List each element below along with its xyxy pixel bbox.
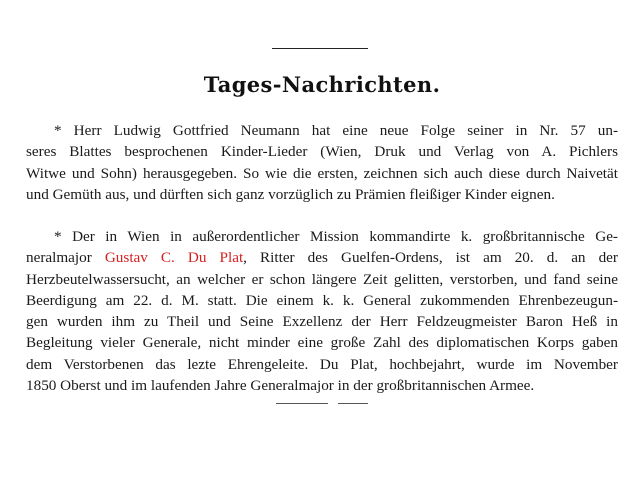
text-line: 1850 Oberst und im laufenden Jahre Generalmajor in der großbritannischen Armee. (26, 377, 535, 395)
text-line: Witwe und Sohn) herausgegeben. So wie die ersten, zeichnen sich auch diese durch Naivetät (26, 164, 618, 182)
text-line: Beerdigung am 22. d. M. statt. Die einem k. k. General zukommenden Ehrenbezeugun- (26, 291, 618, 309)
text-line: neralmajor Gustav C. Du Plat, Ritter des Guelfen-Ordens, ist am 20. d. an der (26, 249, 618, 267)
text-line: Herzbeutelwassersucht, an welcher er schon längere Zeit gelitten, verstorben, und fand seine (26, 270, 618, 288)
text-line: * Herr Ludwig Gottfried Neumann hat eine neue Folge seiner in Nr. 57 un- (54, 122, 618, 139)
bottom-rule-left (276, 403, 328, 404)
text-line: dem Verstorbenen das lezte Ehrengeleite. Du Plat, hochbejahrt, wurde im November (26, 355, 618, 373)
paragraph-neumann (26, 120, 618, 205)
bottom-rule-right (338, 403, 368, 404)
text-line: seres Blattes besprochenen Kinder-Lieder (Wien, Druk und Verlag von A. Pichlers (26, 143, 618, 161)
text-line: Begleitung vieler Generale, nicht minder eine große Zahl des diplomatischen Korps gaben (26, 334, 618, 352)
highlighted-name: Gustav C. Du Plat (104, 249, 244, 267)
article-title: Tages-Nachrichten. (203, 72, 441, 97)
text-line: gen wurden ihm zu Theil und Seine Exzellenz der Herr Feldzeugmeister Baron Heß in (26, 313, 618, 331)
top-rule (272, 48, 368, 49)
paragraph-du-plat (26, 226, 618, 396)
text-line: und Gemüth aus, und dürften sich ganz vorzüglich zu Prämien fleißiger Kinder eignen. (26, 185, 555, 203)
text-line: * Der in Wien in außerordentlicher Mission kommandirte k. großbritannische Ge- (54, 228, 618, 245)
